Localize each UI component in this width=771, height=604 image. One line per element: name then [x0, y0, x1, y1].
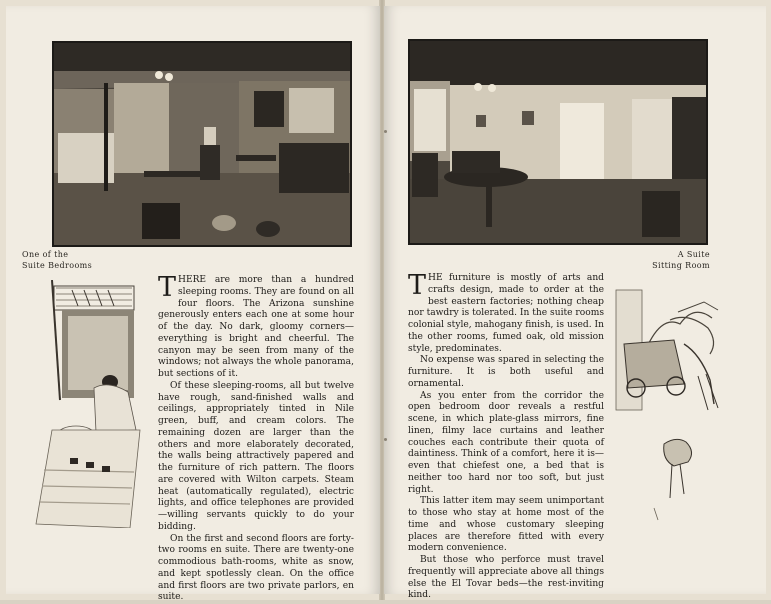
binding-hole-top [384, 130, 387, 133]
bedroom-caption-line-2: Suite Bedrooms [22, 260, 92, 271]
left-paragraph-3: On the first and second floors are forty-two rooms en suite. There are twenty-one commodious bath-rooms, white as snow, and kept spotlessly clean. On the office and first floors are two private parlors, en suite. [158, 534, 354, 604]
right-paragraph-1-text: HE furniture is mostly of arts and crafts design, made to order at the best eastern factories; nothing cheap nor tawdry is tolerated. In the suite rooms colonial style, mahogany finish, is used. In the other rooms, fumed oak, old mission style, predominates. [408, 273, 604, 354]
left-paragraph-2: Of these sleeping-rooms, all but twelve have rough, sand-finished walls and ceilings, appropriately tinted in Nile green, buff, and cream colors. The remaining dozen are larger than the others and more elaborately decorated, the walls being attractively papered and the furniture of rich pattern. The floors are covered with Wilton carpets. Steam heat (automatically regulated), electric lights, and office telephones are provided—willing servants quickly to do your bidding. [158, 381, 354, 534]
sitting-room-photo-image [410, 41, 706, 243]
right-body-text [408, 273, 604, 602]
binding-hole-bottom [384, 438, 387, 441]
sitting-room-photo-caption [652, 249, 710, 271]
left-paragraph-1-text: HERE are more than a hundred sleeping rooms. They are found on all four floors. The Arizona sunshine generously enters each one at some hour of the day. No dark, gloomy corners—everything is bright and cheerful. The canyon may be seen from many of the windows; not always the whole panorama, but sections of it. [158, 275, 354, 379]
bedroom-photo-image [54, 43, 350, 245]
left-dropcap: T [158, 277, 176, 299]
right-paragraph-2: No expense was spared in selecting the furniture. It is both useful and ornamental. [408, 355, 604, 390]
left-page [6, 6, 380, 594]
weaver-illustration [32, 280, 144, 528]
right-dropcap: T [408, 275, 426, 297]
bedroom-photo [52, 41, 352, 247]
right-paragraph-4: This latter item may seem unimportant to those who stay at home most of the time and whose customary sleeping places are therefore fitted with every modern convenience. [408, 496, 604, 555]
left-paragraph-1 [158, 275, 354, 381]
bedroom-photo-caption [22, 249, 92, 271]
wagon-illustration [614, 284, 724, 524]
bedroom-caption-line-1: One of the [22, 249, 92, 260]
left-body-text [158, 275, 354, 604]
sitting-room-photo [408, 39, 708, 245]
sitting-room-caption-line-1: A Suite [652, 249, 710, 260]
right-page [384, 6, 766, 594]
right-paragraph-1 [408, 273, 604, 355]
right-paragraph-5: But those who perforce must travel frequently will appreciate above all things else the El Tovar beds—the rest-inviting kind. [408, 555, 604, 602]
right-paragraph-3: As you enter from the corridor the open bedroom door reveals a restful scene, in which plate-glass mirrors, fine linen, filmy lace curtains and leather couches each contribute their quota of daintiness. Think of a comfort, here it is—even that chiefest one, a bed that is neither too hard nor too soft, but just right. [408, 391, 604, 497]
sitting-room-caption-line-2: Sitting Room [652, 260, 710, 271]
